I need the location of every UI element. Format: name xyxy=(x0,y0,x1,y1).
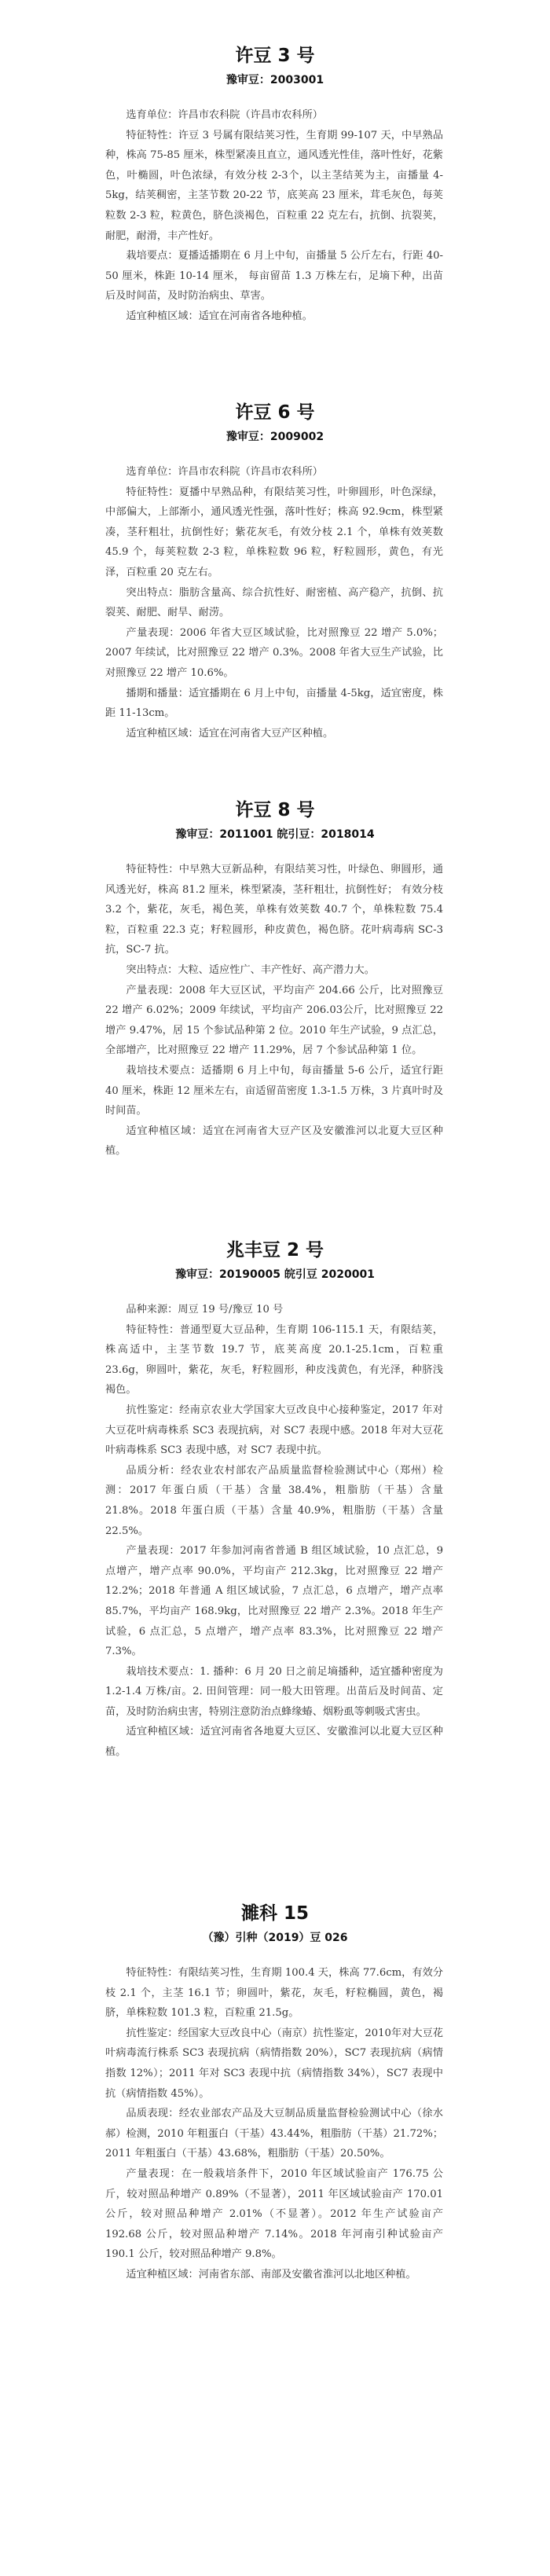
yield-paragraph: 产量表现：2006 年省大豆区域试验，比对照豫豆 22 增产 5.0%；2007 年续试，比对照豫豆 22 增产 0.3%。2008 年省大豆生产试验，比对照豫豆 22 增产 10.6%。 xyxy=(105,626,443,679)
breeder-paragraph: 选育单位：许昌市农科院（许昌市农科所） xyxy=(126,466,323,478)
variety-title: 濉科 15 xyxy=(240,1903,309,1924)
traits-paragraph: 特征特性：中早熟大豆新品种，有限结荚习性，叶绿色、卵圆形，通风透光好，株高 81.2 厘米，株型紧凑，茎秆粗壮，抗倒性好； 有效分枝 3.2 个，紫花，灰毛，褐色荚，单株有效荚数 40.7 个，单株粒数 75.4 粒，百粒重 22.3 克；籽粒圆形，种皮黄色，褐色脐。花叶病毒病 SC-3 抗，SC-7 抗。 xyxy=(105,864,443,956)
registration-number: 豫审豆：2009002 xyxy=(226,431,324,443)
region-paragraph: 适宜种植区域：适宜在河南省大豆产区种植。 xyxy=(126,727,334,739)
traits-paragraph: 特征特性：夏播中早熟品种，有限结荚习性，叶卵圆形，叶色深绿，中部偏大，上部渐小，通风透光性强，落叶性好；株高 92.9cm，株型紧凑，茎秆粗壮，抗倒性好；紫花灰毛，有效分枝 2.1 个，单株有效荚数 45.9 个，每荚粒数 2-3 粒，单株粒数 96 粒，籽粒圆形，黄色，有光泽，百粒重 20 克左右。 xyxy=(105,486,443,578)
region-paragraph: 适宜种植区域：适宜在河南省各地种植。 xyxy=(126,310,313,322)
variety-description xyxy=(0,462,550,743)
region-paragraph: 适宜种植区域：适宜河南省各地夏大豆区、安徽淮河以北夏大豆区种植。 xyxy=(105,1726,443,1759)
traits-paragraph: 特征特性：有限结荚习性，生育期 100.4 天，株高 77.6cm，有效分枝 2.1 个，主茎 16.1 节；卵圆叶，紫花，灰毛，籽粒椭圆，黄色，褐脐，单株粒数 101.3 粒，百粒重 21.5g。 xyxy=(105,1967,443,2020)
quality-paragraph: 品质分析：经农业农村部农产品质量监督检验测试中心（郑州）检测：2017 年蛋白质（干基）含量 38.4%，粗脂肪（干基）含量 21.8%。2018 年蛋白质（干基）含量 40.9%，粗脂肪（干基）含量 22.5%。 xyxy=(105,1464,443,1537)
breeder-paragraph: 选育单位：许昌市农科院（许昌市农科所） xyxy=(126,109,323,121)
variety-description xyxy=(0,105,550,327)
variety-description xyxy=(0,1300,550,1763)
variety-section-xudou-3 xyxy=(0,44,550,327)
cultivation-paragraph: 栽培技术要点：1. 播种：6 月 20 日之前足墒播种，适宜播种密度为 1.2-1.4 万株/亩。2. 田间管理：同一般大田管理。出苗后及时间苗、定苗，及时防治病虫害，特别注意防治点蜂缘蝽、烟粉虱等刺吸式害虫。 xyxy=(105,1665,443,1718)
variety-title: 许豆 3 号 xyxy=(235,46,315,66)
variety-title: 许豆 8 号 xyxy=(235,800,315,820)
variety-title: 兆丰豆 2 号 xyxy=(226,1240,324,1260)
yield-paragraph: 产量表现：2017 年参加河南省普通 B 组区域试验，10 点汇总，9 点增产，增产点率 90.0%，平均亩产 212.3kg，比对照豫豆 22 增产 12.2%；2018 年普通 A 组区域试验，7 点汇总，6 点增产，增产点率 85.7%，平均亩产 168.9kg，比对照豫豆 22 增产 2.3%。2018 年生产试验，6 点汇总，5 点增产，增产点率 83.3%，比对照豫豆 22 增产 7.3%。 xyxy=(105,1545,443,1658)
highlights-paragraph: 突出特点：大粒、适应性广、丰产性好、高产潜力大。 xyxy=(126,963,375,976)
variety-title: 许豆 6 号 xyxy=(235,402,315,423)
variety-description xyxy=(0,860,550,1161)
traits-paragraph: 特征特性：许豆 3 号属有限结荚习性，生育期 99-107 天，中早熟品种，株高 75-85 厘米，株型紧凑且直立，通风透光性佳，落叶性好，花紫色，叶椭圆，叶色浓绿，有效分枝 2-3个，以主茎结荚为主，亩播量 4-5kg，结荚稠密，主茎节数 20-22 节，底荚高 23 厘米，茸毛灰色，每荚粒数 2-3 粒，粒黄色，脐色淡褐色，百粒重 22 克左右，抗倒、抗裂荚，耐肥，耐滑，丰产性好。 xyxy=(105,129,443,242)
variety-section-zhaofengdou-2 xyxy=(0,1238,550,1763)
region-paragraph: 适宜种植区域：适宜在河南省大豆产区及安徽淮河以北夏大豆区种植。 xyxy=(105,1125,443,1158)
registration-number: （豫）引种（2019）豆 026 xyxy=(202,1932,348,1944)
sowing-paragraph: 播期和播量：适宜播期在 6 月上中旬，亩播量 4-5kg，适宜密度，株距 11-13cm。 xyxy=(105,687,443,720)
quality-paragraph: 品质表现：经农业部农产品及大豆制品质量监督检验测试中心（徐水郝）检测，2010 年粗蛋白（干基）43.44%，粗脂肪（干基）21.72%；2011 年粗蛋白（干基）43.68%，粗脂肪（干基）20.50%。 xyxy=(105,2108,443,2160)
pedigree-paragraph: 品种来源：周豆 19 号/豫豆 10 号 xyxy=(126,1304,284,1316)
region-paragraph: 适宜种植区域：河南省东部、南部及安徽省淮河以北地区种植。 xyxy=(126,2268,416,2281)
yield-paragraph: 产量表现：在一般栽培条件下，2010 年区域试验亩产 176.75 公斤，较对照品种增产 0.89%（不显著），2011 年区域试验亩产 170.01 公斤，较对照品种增产 2.01%（不显著）。2012 年生产试验亩产 192.68 公斤，较对照品种增产 7.14%。2018 年河南引种试验亩产 190.1 公斤，较对照品种增产 9.8%。 xyxy=(105,2167,443,2261)
traits-paragraph: 特征特性：普通型夏大豆品种，生育期 106-115.1 天，有限结荚，株高适中，主茎节数 19.7 节，底荚高度 20.1-25.1cm，百粒重 23.6g，卵圆叶，紫花，灰毛，籽粒圆形，种皮浅黄色，有光泽，种脐浅褐色。 xyxy=(105,1323,443,1396)
variety-section-xudou-8 xyxy=(0,798,550,1161)
registration-number: 豫审豆：2003001 xyxy=(226,74,324,86)
variety-section-xudou-6 xyxy=(0,401,550,743)
registration-number: 豫审豆：20190005 皖引豆 2020001 xyxy=(175,1268,375,1281)
registration-number: 豫审豆：2011001 皖引豆：2018014 xyxy=(175,828,375,841)
resistance-paragraph: 抗性鉴定：经国家大豆改良中心（南京）抗性鉴定，2010年对大豆花叶病毒流行株系 SC3 表现抗病（病情指数 20%），SC7 表现抗病（病情指数 12%）；2011 年对 SC3 表现中抗（病情指数 34%），SC7 表现中抗（病情指数 45%）。 xyxy=(105,2027,443,2100)
cultivation-paragraph: 栽培要点：夏播适播期在 6 月上中旬，亩播量 5 公斤左右，行距 40- 50 厘米，株距 10-14 厘米， 每亩留苗 1.3 万株左右，足墒下种，出苗后及时间苗，及时防治病虫、草害。 xyxy=(105,250,443,303)
variety-section-suike-15 xyxy=(0,1902,550,2285)
highlights-paragraph: 突出特点：脂肪含量高、综合抗性好、耐密植、高产稳产，抗倒、抗裂荚、耐肥、耐旱、耐涝。 xyxy=(105,586,443,619)
variety-description xyxy=(0,1963,550,2285)
yield-paragraph: 产量表现：2008 年大豆区试，平均亩产 204.66 公斤，比对照豫豆 22 增产 6.02%；2009 年续试，平均亩产 206.03公斤，比对照豫豆 22 增产 9.47%，居 15 个参试品种第 2 位。2010 年生产试验，9 点汇总，全部增产，比对照豫豆 22 增产 11.29%，居 7 个参试品种第 1 位。 xyxy=(105,984,443,1057)
resistance-paragraph: 抗性鉴定：经南京农业大学国家大豆改良中心接种鉴定，2017 年对大豆花叶病毒株系 SC3 表现抗病，对 SC7 表现中感。2018 年对大豆花叶病毒株系 SC3 表现中感，对 SC7 表现中抗。 xyxy=(105,1404,443,1457)
cultivation-paragraph: 栽培技术要点：适播期 6 月上中旬，每亩播量 5-6 公斤，适宜行距 40 厘米，株距 12 厘米左右，亩适留苗密度 1.3-1.5 万株，3 片真叶时及时间苗。 xyxy=(105,1064,444,1117)
